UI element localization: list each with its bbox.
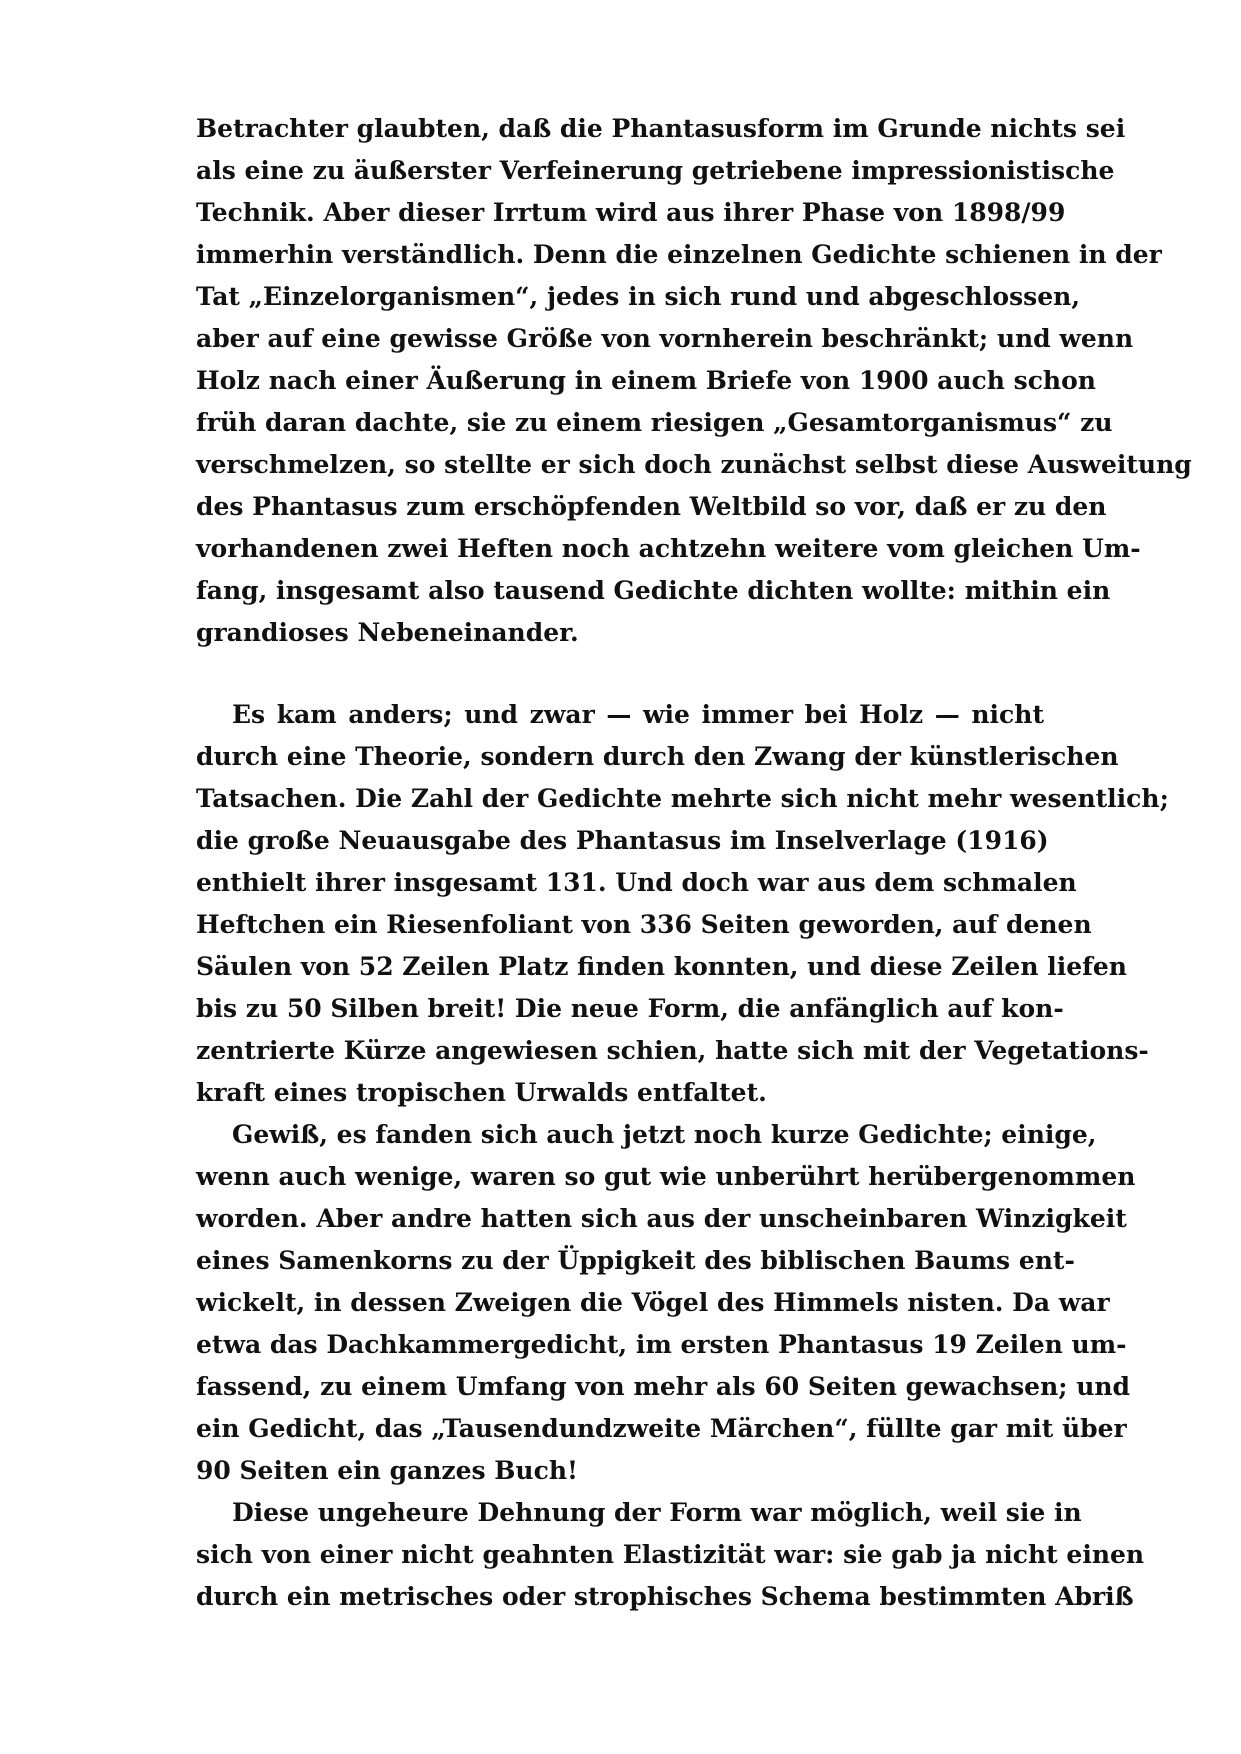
body-text: [196, 108, 1192, 1618]
text-line: enthielt ihrer insgesamt 131. Und doch war aus dem schmalen: [196, 868, 1077, 897]
text-line: Betrachter glaubten, daß die Phantasusform im Grunde nichts sei: [196, 114, 1126, 143]
text-line: fassend, zu einem Umfang von mehr als 60 Seiten gewachsen; und: [196, 1372, 1131, 1401]
text-line: Tat „Einzelorganismen“, jedes in sich rund und abgeschlossen,: [196, 282, 1081, 311]
text-line: grandioses Nebeneinander.: [196, 618, 579, 647]
text-line: verschmelzen, so stellte er sich doch zunächst selbst diese Ausweitung: [196, 450, 1192, 479]
text-line: eines Samenkorns zu der Üppigkeit des biblischen Baums ent-: [196, 1246, 1075, 1275]
text-line: wenn auch wenige, waren so gut wie unberührt herübergenommen: [196, 1162, 1136, 1191]
text-line: etwa das Dachkammergedicht, im ersten Phantasus 19 Zeilen um-: [196, 1330, 1127, 1359]
text-line: fang, insgesamt also tausend Gedichte dichten wollte: mithin ein: [196, 576, 1111, 605]
text-line: worden. Aber andre hatten sich aus der unscheinbaren Winzigkeit: [196, 1204, 1127, 1233]
text-line: Gewiß, es fanden sich auch jetzt noch kurze Gedichte; einige,: [232, 1120, 1097, 1149]
text-line: 90 Seiten ein ganzes Buch!: [196, 1456, 578, 1485]
text-line: die große Neuausgabe des Phantasus im Inselverlage (1916): [196, 826, 1049, 855]
text-line: wickelt, in dessen Zweigen die Vögel des Himmels nisten. Da war: [196, 1288, 1110, 1317]
text-line: Technik. Aber dieser Irrtum wird aus ihrer Phase von 1898/99: [196, 198, 1066, 227]
text-line: zentrierte Kürze angewiesen schien, hatte sich mit der Vegetations-: [196, 1036, 1149, 1065]
text-line: bis zu 50 Silben breit! Die neue Form, die anfänglich auf kon-: [196, 994, 1064, 1023]
text-line: immerhin verständlich. Denn die einzelnen Gedichte schienen in der: [196, 240, 1162, 269]
text-line: sich von einer nicht geahnten Elastizität war: sie gab ja nicht einen: [196, 1540, 1145, 1569]
paragraph-2: [196, 694, 1169, 1114]
text-line: kraft eines tropischen Urwalds entfaltet.: [196, 1078, 767, 1107]
text-line: als eine zu äußerster Verfeinerung getriebene impressionistische: [196, 156, 1115, 185]
text-line: aber auf eine gewisse Größe von vornherein beschränkt; und wenn: [196, 324, 1134, 353]
text-line: Säulen von 52 Zeilen Platz finden konnten, und diese Zeilen liefen: [196, 952, 1127, 981]
text-line: Heftchen ein Riesenfoliant von 336 Seiten geworden, auf denen: [196, 910, 1092, 939]
text-line: früh daran dachte, sie zu einem riesigen „Gesamtorganismus“ zu: [196, 408, 1113, 437]
text-line: Holz nach einer Äußerung in einem Briefe von 1900 auch schon: [196, 366, 1096, 395]
text-line: Diese ungeheure Dehnung der Form war möglich, weil sie in: [232, 1498, 1082, 1527]
text-line: Tatsachen. Die Zahl der Gedichte mehrte sich nicht mehr wesentlich;: [196, 784, 1169, 813]
text-line: durch eine Theorie, sondern durch den Zwang der künstlerischen: [196, 742, 1119, 771]
text-line: vorhandenen zwei Heften noch achtzehn weitere vom gleichen Um-: [196, 534, 1141, 563]
paragraph-gap: [196, 654, 1044, 694]
text-line: Es kam anders; und zwar — wie immer bei Holz — nicht: [232, 700, 1044, 729]
text-line: durch ein metrisches oder strophisches Schema bestimmten Abriß: [196, 1582, 1134, 1611]
paragraph-1: [196, 108, 1192, 654]
text-line: ein Gedicht, das „Tausendundzweite Märchen“, füllte gar mit über: [196, 1414, 1127, 1443]
paragraph-4: [196, 1492, 1145, 1618]
paragraph-3: [196, 1114, 1136, 1492]
text-line: des Phantasus zum erschöpfenden Weltbild so vor, daß er zu den: [196, 492, 1107, 521]
